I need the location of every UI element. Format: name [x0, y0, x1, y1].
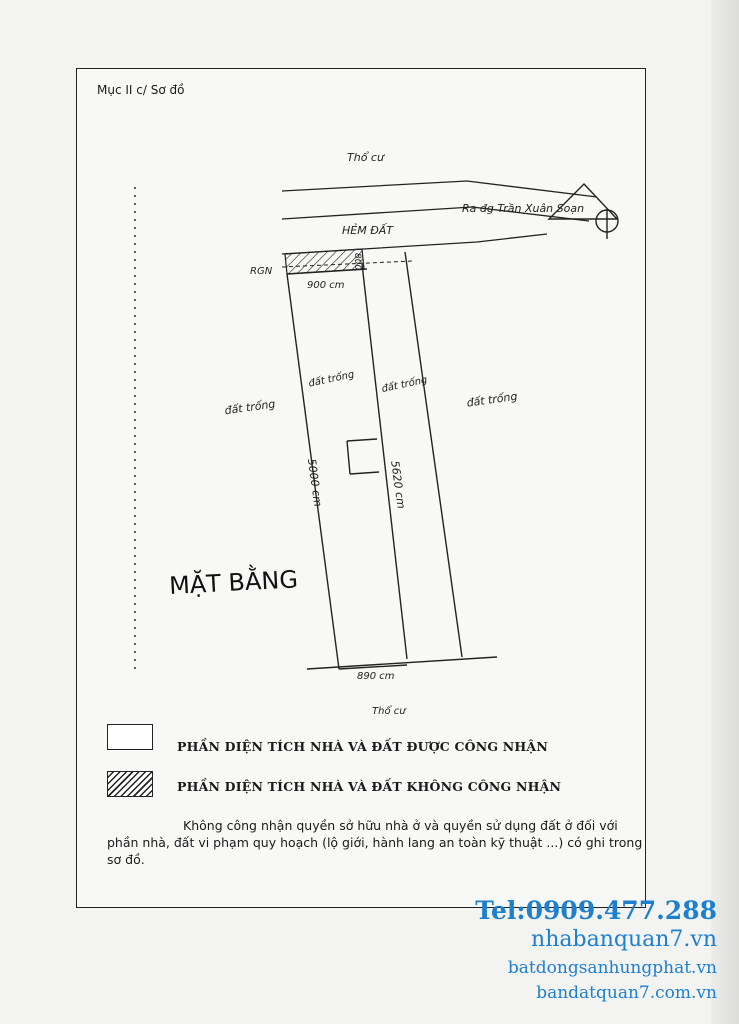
legend-recognized-text: PHẦN DIỆN TÍCH NHÀ VÀ ĐẤT ĐƯỢC CÔNG NHẬN	[177, 739, 548, 754]
legend-not-recognized-text: PHẦN DIỆN TÍCH NHÀ VÀ ĐẤT KHÔNG CÔNG NHẬN	[177, 779, 562, 794]
label-direction: Ra đg Trần Xuân Soạn	[462, 202, 585, 215]
label-lot-2: đất trống	[380, 374, 429, 396]
legend-recognized-swatch	[107, 724, 153, 750]
label-lot-1: đất trống	[307, 369, 356, 390]
label-top-road: Thổ cư	[347, 151, 384, 164]
dim-left-length: 5000 cm	[304, 457, 325, 508]
watermark-phone: Tel:0909.477.288	[475, 896, 717, 925]
label-bottom: Thổ cư	[372, 706, 406, 717]
label-empty-right: đất trống	[465, 389, 519, 410]
dim-back-width: 890 cm	[357, 671, 395, 682]
dim-front-width: 900 cm	[307, 280, 345, 291]
sketch-title: MẶT BẰNG	[168, 565, 299, 601]
document-frame	[76, 68, 646, 908]
watermark-site3: bandatquan7.com.vn	[536, 983, 717, 1003]
site-plan-sketch	[77, 69, 645, 717]
dim-setback: 800	[352, 253, 362, 271]
note-text: Không công nhận quyền sở hữu nhà ở và quyền sử dụng đất ở đối với phần nhà, đất vi phạm quy hoạch (lộ giới, hành lang an toàn kỹ thuật ...) có ghi trong sơ đồ.	[107, 818, 643, 867]
legend-not-recognized-swatch	[107, 771, 153, 797]
label-alley: HẺM ĐẤT	[342, 224, 393, 237]
label-empty-left: đất trống	[223, 397, 277, 418]
page-edge	[711, 0, 739, 1024]
dim-right-length: 5620 cm	[388, 459, 408, 510]
watermark-site1: nhabanquan7.vn	[531, 927, 717, 952]
section-label: Mục II c/ Sơ đồ	[97, 83, 185, 97]
label-rgn: RGN	[250, 266, 273, 277]
note-paragraph	[107, 817, 653, 868]
watermark-site2: batdongsanhungphat.vn	[507, 958, 717, 978]
